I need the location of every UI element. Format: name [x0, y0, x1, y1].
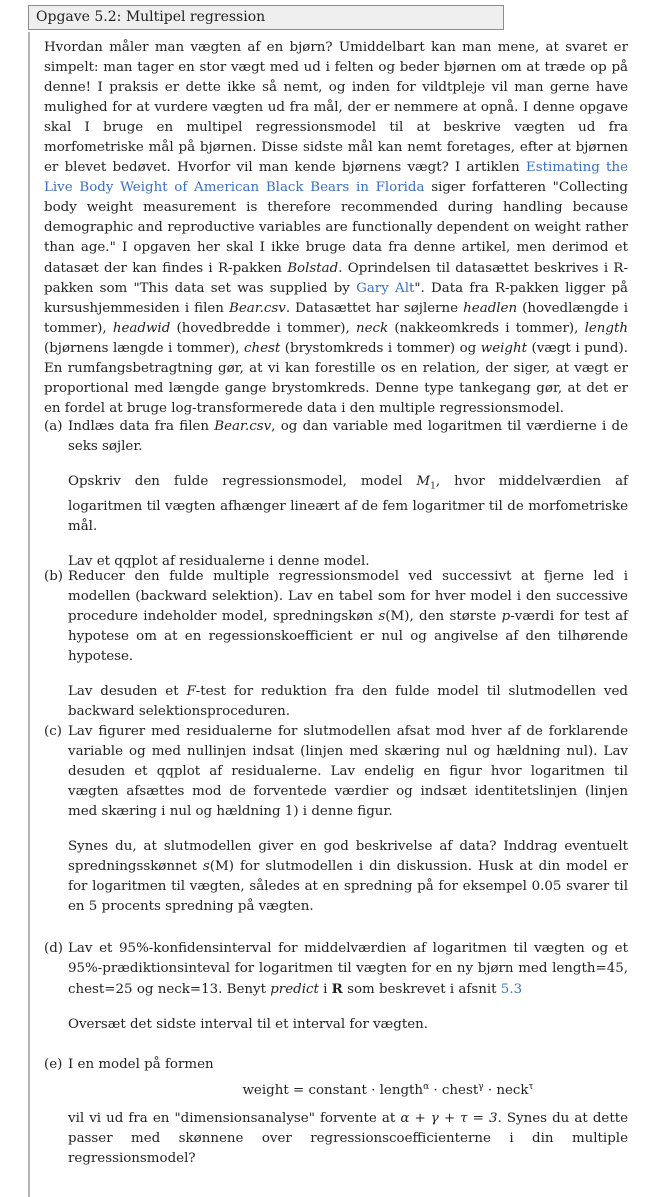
question-text: Lav figurer med residualerne for slutmodellen afsat mod hver af de forklarende variable og med nullinjen indsat (linjen med skæring nul og hældning nul). Lav desuden et qqplot af residualerne. Lav endelig en figur hvor logaritmen til vægten afsættes mod de forventede værdier og indsæt identitetslinjen (linjen med skæring i nul og hældning 1) i denne figur.	[68, 724, 628, 819]
intro-text: Hvordan måler man vægten af en bjørn? Umiddelbart kan man mene, at svaret er simpelt: man tager en stor vægt med ud i felten og beder bjørnen om at træde op på denne! I praksis er dette ikke så nemt, og inden for vildtpleje vil man gerne have mulighed for at vurdere vægten ud fra mål, der er nemmere at opnå. I denne opgave skal I bruge en multipel regressionsmodel til at beskrive vægten ud fra morfometriske mål på bjørnen. Disse sidste mål kan nemt foretages, efter at bjørnen er blevet bedøvet. Hvorfor vil man kende bjørnens vægt? I artiklen	[44, 40, 628, 176]
intro-paragraph	[44, 38, 628, 419]
question-c	[44, 722, 628, 917]
question-text: Oversæt det sidste interval til et interval for vægten.	[68, 1017, 429, 1032]
question-d	[44, 939, 628, 1035]
column-name: length	[584, 320, 628, 336]
file-name: Bear.csv	[228, 300, 286, 316]
question-text: I en model på formen	[68, 1057, 214, 1072]
question-text: Indlæs data fra filen Bear.csv, og dan variable med logaritmen til værdierne i de seks søjler.	[68, 419, 628, 454]
question-text: Synes du, at slutmodellen giver en god beskrivelse af data? Inddrag eventuelt spredningsskønnet s(M) for slutmodellen i din diskussion. Husk at din model er for logaritmen til vægten, således at en spredning på for eksempel 0.05 svarer til en 5 procents spredning på vægten.	[68, 839, 628, 914]
question-label: (e)	[44, 1057, 63, 1072]
question-label: (c)	[44, 724, 62, 739]
column-name: headwid	[112, 320, 171, 336]
intro-text: (hovedbredde i tommer),	[170, 320, 356, 336]
intro-text: . Oprindelsen til datasættet beskrives i R-pakken som "This data set was supplied by	[44, 260, 628, 296]
article-link[interactable]: Estimating the Live Body Weight of American Black Bears in Florida	[44, 160, 628, 196]
intro-text: (bjørnens længde i tommer),	[44, 340, 244, 356]
column-name: headlen	[463, 300, 518, 316]
column-name: neck	[356, 320, 389, 336]
question-text: Reducer den fulde multiple regressionsmodel ved successivt at fjerne led i modellen (backward selektion). Lav en tabel som for hver model i den successive procedure indeholder model, spredningskøn s(M), den største p-værdi for test af hypotese om at en regessionskoefficient er nul og angivelse af den tilhørende hypotese.	[68, 569, 629, 664]
section-link[interactable]: 5.3	[500, 982, 523, 997]
question-b	[44, 567, 628, 722]
exercise-content	[28, 32, 644, 1197]
question-text: vil vi ud fra en "dimensionsanalyse" forvente at α + γ + τ = 3. Synes du at dette passer med skønnene over regressionscoefficienterne i din multiple regressionsmodel?	[68, 1111, 629, 1166]
intro-text: siger forfatteren "Collecting body weight measurement is therefore recommended during handling because demographic and reproductive variables are functionally dependent on weight rather than age." I opgaven her skal I ikke bruge data fra denne artikel, men derimod et datasæt der kan findes i R-pakken	[44, 180, 628, 276]
question-label: (d)	[44, 941, 64, 956]
intro-text: (brystomkreds i tommer) og	[280, 340, 481, 356]
question-text: Lav desuden et F-test for reduktion fra den fulde model til slutmodellen ved backward selektionsproceduren.	[68, 684, 628, 719]
question-text: Lav et 95%-konfidensinterval for middelværdien af logaritmen til vægten og et 95%-prædiktionsinteval for logaritmen til vægten for en ny bjørn med length=45, chest=25 og neck=13. Benyt predict i R som beskrevet i afsnit 5.3	[68, 941, 628, 997]
intro-text: (nakkeomkreds i tommer),	[388, 320, 585, 336]
intro-text: ". Data fra R-pakken ligger på kursushjemmesiden i filen	[44, 280, 628, 316]
power-law-formula: weight = constant · length$^\alpha$ · chest$^\gamma$ · neck$^\tau$	[242, 1082, 534, 1098]
question-text: Lav et qqplot af residualerne i denne model.	[68, 553, 370, 569]
column-name: chest	[243, 340, 281, 356]
intro-text: (vægt i pund). En rumfangsbetragtning gør, at vi kan forestille os en relation, der siger, at vægt er proportional med længde gange brystomkreds. Denne type tankegang gør, at det er en fordel at bruge log-transformerede data i den multiple regressionsmodel.	[44, 340, 628, 416]
question-a	[44, 417, 628, 572]
intro-text: (hovedlængde i tommer),	[44, 300, 628, 336]
question-label: (b)	[44, 569, 64, 584]
question-text: Opskriv den fulde regressionsmodel, model $M_1$, hvor middelværdien af logaritmen til vægten afhænger lineært af de fem logaritmer til de morfometriske mål.	[68, 474, 629, 534]
intro-text: . Datasættet har søjlerne	[285, 300, 464, 316]
exercise-title: Opgave 5.2: Multipel regression	[28, 5, 504, 30]
question-label: (a)	[44, 419, 63, 434]
package-name: Bolstad	[287, 260, 339, 276]
question-e	[44, 1055, 628, 1169]
person-link[interactable]: Gary Alt	[356, 280, 415, 296]
column-name: weight	[480, 340, 527, 356]
